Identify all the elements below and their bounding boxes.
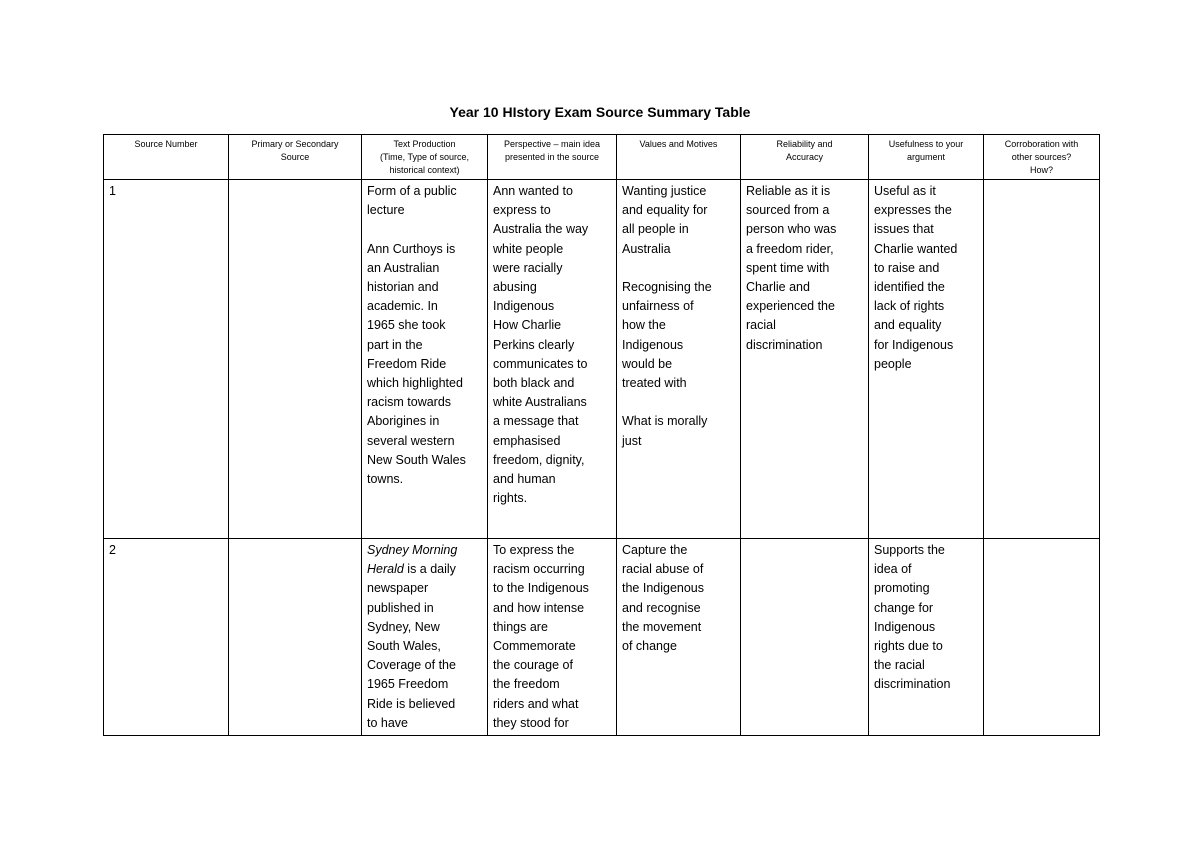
cell-text-line: white people [493,241,564,256]
cell-text-line: person who was [746,222,837,237]
header-primary-secondary: Primary or Secondary Source [229,135,362,180]
cell-text-line: Freedom Ride [367,356,447,371]
cell-text-line: Sydney, New [367,619,440,634]
cell-text-line: Wanting justice [622,184,707,198]
values-para-2 [622,278,735,393]
cell-text-line: people [874,356,912,371]
cell-text-line: unfairness of [622,299,694,314]
cell-text-line: Ann Curthoys is [367,241,456,256]
cell-text-line: Reliable as it is [746,184,831,198]
cell-text-line: rights. [493,491,528,506]
cell-text-line: Capture the [622,543,688,557]
cell-text-line: Useful as it [874,184,936,198]
cell-text-line: How Charlie [493,318,562,333]
cell-text-line: a message that [493,414,579,429]
cell-text-line: which highlighted [367,376,463,391]
cell-text-line: a freedom rider, [746,241,834,256]
text-production-para-2 [367,240,482,490]
cell-text-line: to the Indigenous [493,581,589,596]
cell-text-line: racial abuse of [622,562,704,577]
cell-text-line: racism towards [367,395,452,410]
cell-text-line: Indigenous [622,337,684,352]
cell-text-line: the racial [874,658,925,673]
cell-text-line: Indigenous [874,619,936,634]
cell-text-line: Indigenous [493,299,555,314]
cell-primary-secondary [229,539,362,736]
header-perspective: Perspective – main idea presented in the source [488,135,617,180]
newspaper-name-line-2: Herald is a daily [367,562,456,577]
values-para-3 [622,412,735,450]
cell-text-line: would be [622,356,673,371]
usefulness-text [874,182,978,374]
cell-text-line: both black and [493,376,575,391]
cell-text-line: for Indigenous [874,337,954,352]
perspective-text [493,182,611,508]
cell-text-line: Form of a public [367,184,457,198]
cell-source-number: 2 [104,539,229,736]
cell-text-line: were racially [493,260,563,275]
cell-text-line: academic. In [367,299,438,314]
cell-text-production [362,180,488,539]
cell-text-line: how the [622,318,666,333]
reliability-text [746,182,863,355]
cell-text-line: lecture [367,203,405,218]
cell-perspective [488,539,617,736]
cell-text-line: sourced from a [746,203,830,218]
cell-text-line: part in the [367,337,423,352]
cell-text-line: expresses the [874,203,952,218]
cell-text-line: experienced the [746,299,835,314]
cell-text-line: and human [493,472,556,487]
cell-text-line: Supports the [874,543,945,557]
header-text-production: Text Production (Time, Type of source, historical context) [362,135,488,180]
table-row [104,180,1100,539]
cell-text-line: lack of rights [874,299,945,314]
cell-text-line: Recognising the [622,280,712,294]
cell-text-line: 1965 Freedom [367,677,449,692]
cell-text-line: Charlie and [746,280,810,295]
cell-text-line: abusing [493,280,537,295]
cell-text-line: things are [493,619,548,634]
cell-text-line: issues that [874,222,934,237]
cell-text-line: rights due to [874,639,943,654]
cell-text-line: What is morally [622,414,708,429]
cell-text-line: express to [493,203,551,218]
cell-perspective [488,180,617,539]
cell-text-line: spent time with [746,260,830,275]
table-row [104,539,1100,736]
cell-text-line: idea of [874,562,912,577]
cell-text-line: racism occurring [493,562,585,577]
cell-text-line: Australia the way [493,222,589,237]
cell-text-line: and equality for [622,203,708,218]
cell-text-line: and recognise [622,600,701,615]
cell-source-number: 1 [104,180,229,539]
cell-text-line: Australia [622,241,671,256]
newspaper-name-line-1: Sydney Morning [367,543,458,557]
cell-usefulness [869,539,984,736]
cell-text-line: identified the [874,280,945,295]
cell-text-line: Ann wanted to [493,184,573,198]
source-summary-table [103,134,1100,736]
text-production-para-1 [367,182,482,220]
cell-text-line: newspaper [367,581,429,596]
cell-text-line: New South Wales [367,452,466,467]
cell-text-line: treated with [622,376,687,391]
cell-text-line: Charlie wanted [874,241,958,256]
cell-text-line: Coverage of the [367,658,456,673]
cell-text-line: To express the [493,543,575,557]
cell-corroboration [984,539,1100,736]
cell-text-line: emphasised [493,433,561,448]
cell-values-motives [617,180,741,539]
cell-text-line: the movement [622,619,702,634]
cell-text-line: 1965 she took [367,318,446,333]
cell-text-line: Aborigines in [367,414,440,429]
header-row [104,135,1100,180]
cell-text-line: published in [367,600,434,615]
header-corroboration: Corroboration with other sources? How? [984,135,1100,180]
cell-text-line: communicates to [493,356,588,371]
cell-text-line: white Australians [493,395,587,410]
cell-text-line: and equality [874,318,942,333]
cell-text-line: the freedom [493,677,560,692]
cell-text-line: an Australian [367,260,440,275]
cell-text-line: they stood for [493,715,569,730]
cell-values-motives [617,539,741,736]
cell-usefulness [869,180,984,539]
cell-text-line: Perkins clearly [493,337,575,352]
document-title: Year 10 HIstory Exam Source Summary Table [449,104,751,120]
cell-text-line: freedom, dignity, [493,452,585,467]
cell-text-line: riders and what [493,696,579,711]
cell-text-line: racial [746,318,776,333]
text-production-text [367,579,482,733]
header-usefulness: Usefulness to your argument [869,135,984,180]
header-reliability: Reliability and Accuracy [741,135,869,180]
cell-text-line: discrimination [746,337,823,352]
cell-text-line: and how intense [493,600,585,615]
cell-text-line: several western [367,433,455,448]
cell-corroboration [984,180,1100,539]
cell-text-line: the Indigenous [622,581,705,596]
cell-text-line: South Wales, [367,639,441,654]
header-source-number: Source Number [104,135,229,180]
cell-text-line: Commemorate [493,639,576,654]
cell-text-line: change for [874,600,934,615]
cell-primary-secondary [229,180,362,539]
header-values-motives: Values and Motives [617,135,741,180]
perspective-text [493,541,611,733]
cell-text-line: promoting [874,581,930,596]
cell-text-line: the courage of [493,658,573,673]
cell-text-line: just [622,433,642,448]
cell-text-line: Ride is believed [367,696,456,711]
cell-text-line: to have [367,715,409,730]
cell-text-line: to raise and [874,260,940,275]
cell-text-line: historian and [367,280,439,294]
cell-text-line: towns. [367,472,404,487]
cell-text-line: all people in [622,222,689,237]
cell-text-line: of change [622,639,677,654]
cell-reliability [741,180,869,539]
cell-text-line: discrimination [874,677,951,692]
values-para-1 [622,182,735,259]
usefulness-text [874,541,978,695]
values-text [622,541,735,656]
cell-reliability [741,539,869,736]
cell-text-production [362,539,488,736]
